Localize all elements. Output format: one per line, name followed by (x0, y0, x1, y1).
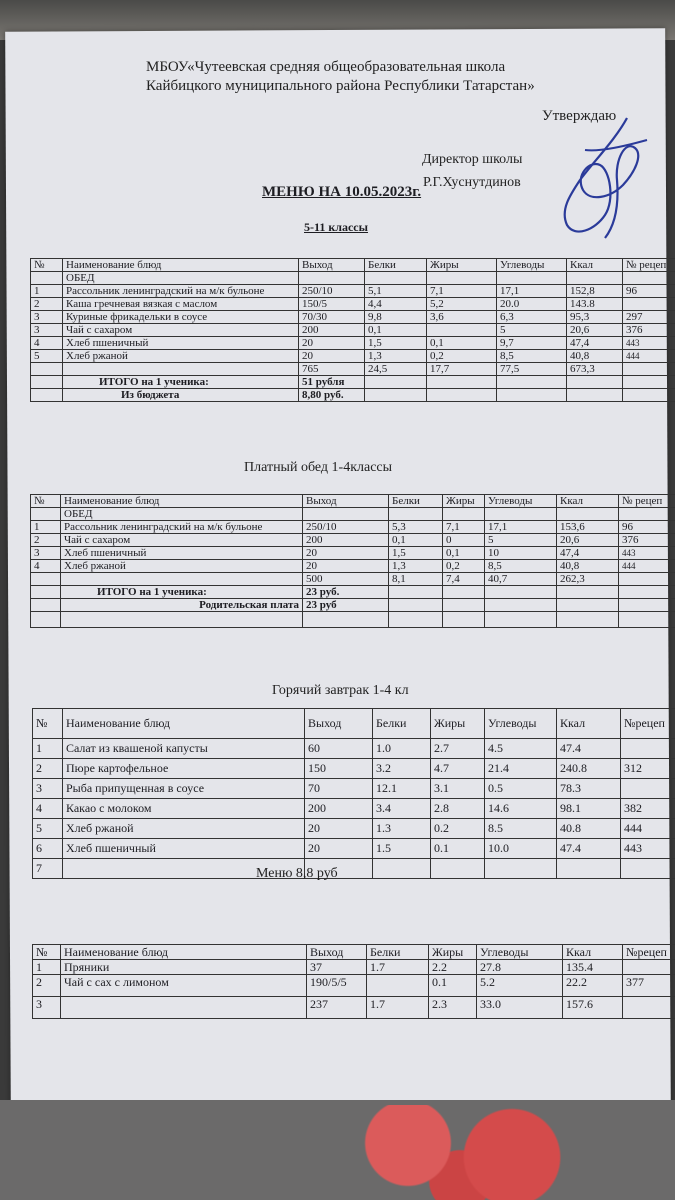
cell: 5,1 (365, 285, 427, 298)
cell: 1,5 (365, 337, 427, 350)
cell: 20 (299, 337, 365, 350)
cell (427, 324, 497, 337)
cell: 5 (485, 534, 557, 547)
cell: 0,1 (443, 547, 485, 560)
cell: 4 (31, 560, 61, 573)
cell: 7 (33, 859, 63, 879)
section-label: ОБЕД (61, 508, 303, 521)
sum-row (33, 997, 675, 1019)
table-row (33, 759, 675, 779)
cell (623, 997, 675, 1019)
cell: 157.6 (563, 997, 623, 1019)
header-cell: Ккал (557, 709, 621, 739)
cell: 135.4 (563, 960, 623, 975)
cell (623, 363, 675, 376)
table-row (31, 547, 675, 560)
budget-value: 8,80 руб. (299, 389, 365, 402)
cell: 2.2 (429, 960, 477, 975)
cell: Чай с сахаром (61, 534, 303, 547)
cell: 0,1 (389, 534, 443, 547)
cell: 10 (485, 547, 557, 560)
total-value: 23 руб. (303, 586, 389, 599)
cell: 5 (497, 324, 567, 337)
cell: 8,5 (497, 350, 567, 363)
snack-table (32, 944, 675, 1019)
table-header-row (31, 259, 675, 272)
cell: 8,1 (389, 573, 443, 586)
header-cell: Жиры (443, 495, 485, 508)
section-row (31, 508, 675, 521)
cell: 40.8 (557, 819, 621, 839)
table-row (31, 534, 675, 547)
cell: 8.5 (485, 819, 557, 839)
cell: 5,2 (427, 298, 497, 311)
cell: Пюре картофельное (63, 759, 305, 779)
cell: Пряники (61, 960, 307, 975)
cell: 47,4 (557, 547, 619, 560)
cell: 376 (623, 324, 675, 337)
cell: 47.4 (557, 739, 621, 759)
cell: Рассольник ленинградский на м/к бульоне (63, 285, 299, 298)
director-signature (555, 110, 655, 245)
table-header-row (31, 495, 675, 508)
cell (621, 779, 675, 799)
approve-label: Утверждаю (542, 108, 617, 124)
cell: 40,8 (567, 350, 623, 363)
cell: 3,6 (427, 311, 497, 324)
header-cell: Ккал (557, 495, 619, 508)
cell: 152,8 (567, 285, 623, 298)
header-cell: Белки (373, 709, 431, 739)
cell: 96 (623, 285, 675, 298)
total-label: ИТОГО на 1 ученика: (63, 376, 299, 389)
budget-label: Из бюджета (63, 389, 299, 402)
budget-row (31, 389, 675, 402)
cell: 444 (623, 350, 675, 363)
cell: Чай с сах с лимоном (61, 975, 307, 997)
cell (623, 298, 675, 311)
header-cell: Выход (303, 495, 389, 508)
cell: 6,3 (497, 311, 567, 324)
table-row (33, 960, 675, 975)
header-cell: Углеводы (485, 495, 557, 508)
cell: 4 (33, 799, 63, 819)
table-row (31, 350, 675, 363)
header-cell: Выход (307, 945, 367, 960)
section-row (31, 272, 675, 285)
paid-lunch-table (30, 494, 675, 628)
cell: 1 (31, 285, 63, 298)
table-header-row (33, 945, 675, 960)
header-cell: № (31, 259, 63, 272)
table-row (33, 839, 675, 859)
cell: 2 (31, 534, 61, 547)
cell: 22.2 (563, 975, 623, 997)
table-row (33, 975, 675, 997)
header-cell: Углеводы (485, 709, 557, 739)
cell: 3.1 (431, 779, 485, 799)
cell: 190/5/5 (307, 975, 367, 997)
cell: 96 (619, 521, 675, 534)
empty-row (31, 612, 675, 628)
cell: 3.2 (373, 759, 431, 779)
school-name-line1: МБОУ«Чутеевская средняя общеобразовательная школа (146, 59, 506, 75)
cell: 20 (305, 819, 373, 839)
table-row (33, 739, 675, 759)
parent-fee-label: Родительская плата (61, 599, 303, 612)
cell: 47,4 (567, 337, 623, 350)
cell: 3 (33, 779, 63, 799)
cell: 0,1 (427, 337, 497, 350)
director-title: Директор школы (422, 152, 523, 167)
cell: 24,5 (365, 363, 427, 376)
cell: 10.0 (485, 839, 557, 859)
breakfast-caption: Горячий завтрак 1-4 кл (272, 683, 409, 698)
cell: 0,2 (427, 350, 497, 363)
cell: 200 (303, 534, 389, 547)
cell: 77,5 (497, 363, 567, 376)
header-cell: Жиры (427, 259, 497, 272)
cell: 4,4 (365, 298, 427, 311)
cell: 0.5 (485, 779, 557, 799)
header-cell: Белки (365, 259, 427, 272)
cell (557, 859, 621, 879)
cell (431, 859, 485, 879)
cell: 3.4 (373, 799, 431, 819)
cell: 7,4 (443, 573, 485, 586)
cell: Какао с молоком (63, 799, 305, 819)
cell: 98.1 (557, 799, 621, 819)
lunch-table-5-11 (30, 258, 675, 402)
table-row (33, 819, 675, 839)
header-cell: Выход (305, 709, 373, 739)
cell: Куриные фрикадельки в соусе (63, 311, 299, 324)
header-cell: Белки (367, 945, 429, 960)
cell: 78.3 (557, 779, 621, 799)
cell: 1.7 (367, 997, 429, 1019)
school-name (146, 58, 535, 96)
cell (373, 859, 431, 879)
cell: Хлеб ржаной (63, 819, 305, 839)
table-row (33, 859, 675, 879)
cell: 9,8 (365, 311, 427, 324)
header-cell: Наименование блюд (63, 709, 305, 739)
cell: 2.8 (431, 799, 485, 819)
menu-price-caption: Меню 8,8 руб (256, 866, 338, 881)
cell: 2 (33, 759, 63, 779)
cell: 0.2 (431, 819, 485, 839)
cell: 3 (31, 324, 63, 337)
header-cell: Углеводы (497, 259, 567, 272)
cell (621, 859, 675, 879)
cell: 4.7 (431, 759, 485, 779)
cell: 60 (305, 739, 373, 759)
cell: 200 (305, 799, 373, 819)
table-header-row (33, 709, 675, 739)
header-cell: Ккал (567, 259, 623, 272)
cell: 17,1 (497, 285, 567, 298)
cell: 500 (303, 573, 389, 586)
cell: Салат из квашеной капусты (63, 739, 305, 759)
cell: 0,2 (443, 560, 485, 573)
cell: 27.8 (477, 960, 563, 975)
cell: 21.4 (485, 759, 557, 779)
grades-label: 5-11 классы (304, 220, 369, 234)
header-cell: № (33, 709, 63, 739)
cell: 262,3 (557, 573, 619, 586)
cell: 1 (33, 960, 61, 975)
header-cell: Ккал (563, 945, 623, 960)
paid-lunch-caption: Платный обед 1-4классы (244, 460, 393, 475)
cell (31, 573, 61, 586)
cell: 382 (621, 799, 675, 819)
table-row (31, 285, 675, 298)
cell (31, 363, 63, 376)
cell: 250/10 (299, 285, 365, 298)
total-row (31, 586, 675, 599)
cell: 7,1 (443, 521, 485, 534)
cell: 20 (303, 547, 389, 560)
cell: 20 (303, 560, 389, 573)
cell: 5,3 (389, 521, 443, 534)
header-cell: Жиры (429, 945, 477, 960)
cell: 4.5 (485, 739, 557, 759)
table-row (31, 560, 675, 573)
cell: 444 (619, 560, 675, 573)
header-cell: Наименование блюд (61, 945, 307, 960)
cell: 3 (33, 997, 61, 1019)
cell: 40,8 (557, 560, 619, 573)
cell (61, 997, 307, 1019)
cell: 20 (299, 350, 365, 363)
cell: 443 (623, 337, 675, 350)
parent-fee-value: 23 руб (303, 599, 389, 612)
cell (367, 975, 429, 997)
parent-fee-row (31, 599, 675, 612)
cell: 150/5 (299, 298, 365, 311)
cell: 47.4 (557, 839, 621, 859)
cell: 5.2 (477, 975, 563, 997)
cell: 1 (31, 521, 61, 534)
cell: 2 (31, 298, 63, 311)
cell: Хлеб пшеничный (63, 337, 299, 350)
breakfast-table (32, 708, 675, 879)
table-row (31, 521, 675, 534)
cell: 1,3 (389, 560, 443, 573)
table-row (33, 799, 675, 819)
total-row (31, 376, 675, 389)
table-row (31, 337, 675, 350)
cell: 70/30 (299, 311, 365, 324)
header-cell: Выход (299, 259, 365, 272)
header-cell: № рецеп (619, 495, 675, 508)
cell: 0,1 (365, 324, 427, 337)
cell: 143.8 (567, 298, 623, 311)
cell (619, 573, 675, 586)
cell: 70 (305, 779, 373, 799)
cell: 5 (31, 350, 63, 363)
cell: 0.1 (431, 839, 485, 859)
cell: 2 (33, 975, 61, 997)
cell: 673,3 (567, 363, 623, 376)
cell: 3 (31, 547, 61, 560)
cell (63, 363, 299, 376)
cell: 0 (443, 534, 485, 547)
cell: Хлеб ржаной (63, 350, 299, 363)
cell: Хлеб ржаной (61, 560, 303, 573)
cell: 150 (305, 759, 373, 779)
cell: 5 (33, 819, 63, 839)
cell: 95,3 (567, 311, 623, 324)
cell: 17,1 (485, 521, 557, 534)
cell: 2.3 (429, 997, 477, 1019)
cell: 17,7 (427, 363, 497, 376)
cell: 376 (619, 534, 675, 547)
total-label: ИТОГО на 1 ученика: (61, 586, 303, 599)
cell (623, 960, 675, 975)
school-name-line2: Кайбицкого муниципального района Республики Татарстан» (146, 78, 535, 94)
header-cell: Наименование блюд (61, 495, 303, 508)
header-cell: Жиры (431, 709, 485, 739)
cell: 1.3 (373, 819, 431, 839)
header-cell: №рецеп (621, 709, 675, 739)
cell: 20,6 (557, 534, 619, 547)
cell: 4 (31, 337, 63, 350)
cell: 7,1 (427, 285, 497, 298)
cell: 443 (621, 839, 675, 859)
cell: Хлеб пшеничный (63, 839, 305, 859)
header-cell: № (33, 945, 61, 960)
cell: Каша гречневая вязкая с маслом (63, 298, 299, 311)
cell: 1 (33, 739, 63, 759)
cell: 0.1 (429, 975, 477, 997)
table-row (33, 779, 675, 799)
cell: 1,5 (389, 547, 443, 560)
cell: 200 (299, 324, 365, 337)
cell: 297 (623, 311, 675, 324)
cell: Хлеб пшеничный (61, 547, 303, 560)
cell: 765 (299, 363, 365, 376)
cell: 237 (307, 997, 367, 1019)
cell: 250/10 (303, 521, 389, 534)
cell: 1.0 (373, 739, 431, 759)
cell: Чай с сахаром (63, 324, 299, 337)
cell: 20,6 (567, 324, 623, 337)
table-row (31, 324, 675, 337)
table-row (31, 311, 675, 324)
header-cell: Наименование блюд (63, 259, 299, 272)
section-label: ОБЕД (63, 272, 299, 285)
header-cell: № (31, 495, 61, 508)
cell: 8,5 (485, 560, 557, 573)
cell: 153,6 (557, 521, 619, 534)
cell (621, 739, 675, 759)
cell: 40,7 (485, 573, 557, 586)
cell: 37 (307, 960, 367, 975)
cell: 1.5 (373, 839, 431, 859)
cell: 312 (621, 759, 675, 779)
cell: 20.0 (497, 298, 567, 311)
cell: 2.7 (431, 739, 485, 759)
cell: 443 (619, 547, 675, 560)
director-name: Р.Г.Хуснутдинов (423, 175, 521, 190)
sum-row (31, 573, 675, 586)
cell (485, 859, 557, 879)
cell: 20 (305, 839, 373, 859)
cell: 9,7 (497, 337, 567, 350)
cell: 6 (33, 839, 63, 859)
cell: 377 (623, 975, 675, 997)
table-row (31, 298, 675, 311)
cell: 1.7 (367, 960, 429, 975)
cell: 33.0 (477, 997, 563, 1019)
cell: 1,3 (365, 350, 427, 363)
header-cell: Углеводы (477, 945, 563, 960)
cell: 3 (31, 311, 63, 324)
cell: 12.1 (373, 779, 431, 799)
header-cell: Белки (389, 495, 443, 508)
header-cell: № рецеп (623, 259, 675, 272)
cell (61, 573, 303, 586)
cell: 444 (621, 819, 675, 839)
menu-title: МЕНЮ НА 10.05.2023г. (262, 184, 422, 200)
total-value: 51 рубля (299, 376, 365, 389)
cell: 14.6 (485, 799, 557, 819)
red-cloth-pattern (330, 1105, 590, 1200)
cell: 240.8 (557, 759, 621, 779)
header-cell: №рецеп (623, 945, 675, 960)
sum-row (31, 363, 675, 376)
cell: Рыба припущенная в соусе (63, 779, 305, 799)
cell: Рассольник ленинградский на м/к бульоне (61, 521, 303, 534)
